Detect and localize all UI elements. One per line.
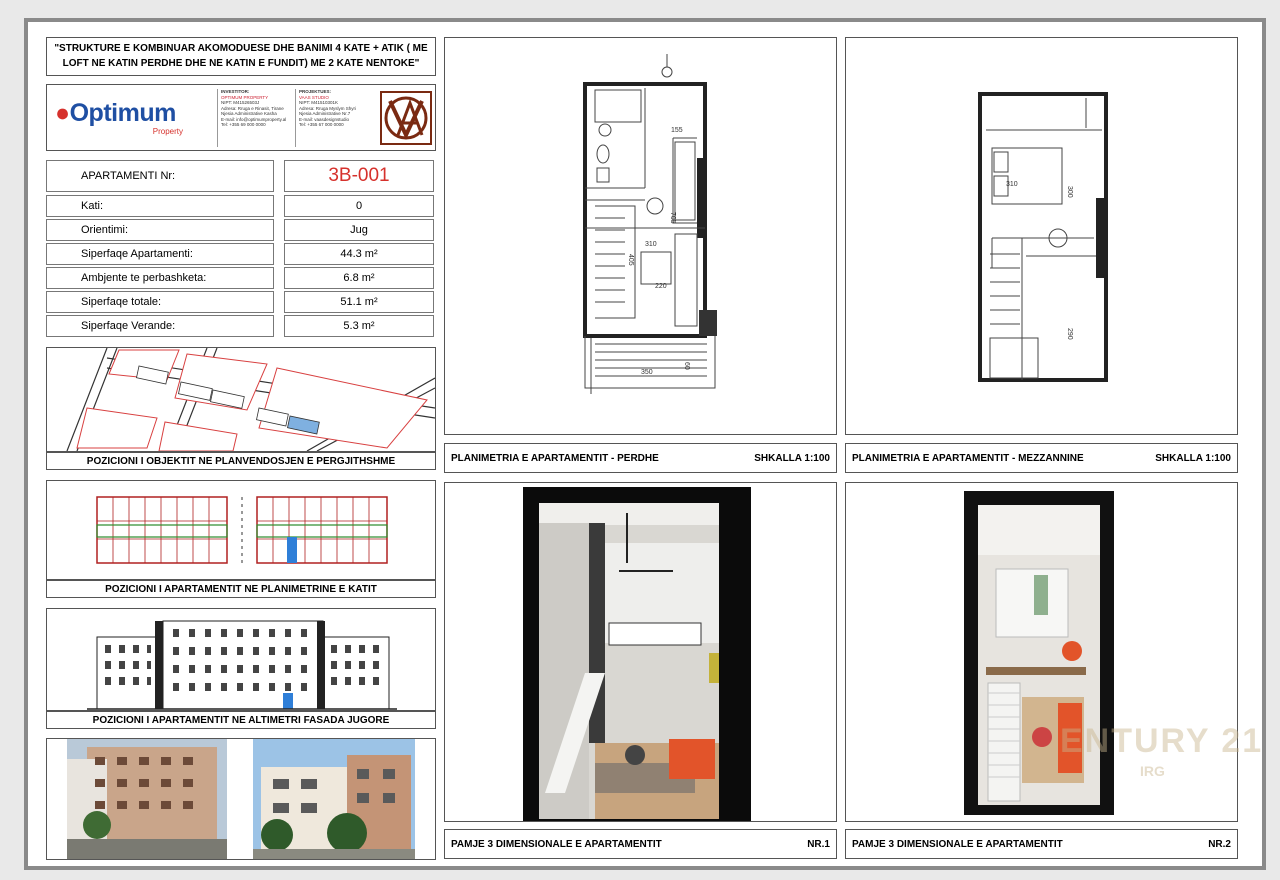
designer-line: VAAS STUDIO: [299, 94, 329, 100]
elevation-caption: POZICIONI I APARTAMENTIT NE ALTIMETRI FASADA JUGORE: [46, 711, 436, 729]
credits-box: [46, 84, 436, 151]
plan2-dim: 290: [1066, 328, 1073, 340]
optimum-logo: ●Optimum Property: [55, 99, 195, 136]
row-label: Kati:: [46, 195, 274, 217]
project-title-box: [46, 37, 436, 76]
investor-line: NIPT: M41526503J: [221, 100, 260, 105]
plan2-dim: 310: [1006, 181, 1018, 188]
view1-number: NR.1: [807, 838, 830, 850]
floorplan-ground: [444, 37, 837, 435]
investor-line: Njesia Administrative Kasha: [221, 111, 277, 116]
plan1-caption-bar: [444, 443, 837, 473]
apartment-table: [46, 160, 436, 340]
table-row: [46, 219, 436, 241]
table-row: [46, 243, 436, 265]
investor-heading: INVESTITOR:: [221, 89, 250, 94]
view2-caption-bar: [845, 829, 1238, 859]
apartment-number-row: [46, 160, 436, 192]
table-row: [46, 267, 436, 289]
row-value: 6.8 m²: [284, 267, 434, 289]
apartment-number-label: APARTAMENTI Nr:: [46, 160, 274, 192]
plan1-dim: 405: [627, 254, 634, 266]
exterior-photos: [46, 738, 436, 860]
investor-credits: [217, 89, 295, 147]
va-studio-logo: [380, 91, 432, 145]
view2-number: NR.2: [1208, 838, 1231, 850]
designer-line: Tel: +355 67 000 0000: [299, 122, 344, 127]
row-value: Jug: [284, 219, 434, 241]
row-label: Ambjente te perbashketa:: [46, 267, 274, 289]
elevation-image: [46, 608, 436, 711]
floor-position-caption: POZICIONI I APARTAMENTIT NE PLANIMETRINE E KATIT: [46, 580, 436, 598]
view1-caption: PAMJE 3 DIMENSIONALE E APARTAMENTIT: [451, 838, 662, 850]
apartment-number-value: 3B-001: [284, 160, 434, 192]
investor-line: Tel: +355 69 000 0000: [221, 122, 266, 127]
investor-line: E-mail: info@optimumproperty.al: [221, 116, 287, 122]
render-view-1: [444, 482, 837, 822]
designer-line: NIPT: M41510301K: [299, 100, 339, 105]
row-label: Siperfaqe Apartamenti:: [46, 243, 274, 265]
table-row: [46, 195, 436, 217]
logo-sub: Property: [152, 127, 183, 136]
logo-name: Optimum: [69, 99, 176, 127]
designer-credits: [295, 89, 377, 147]
row-label: Siperfaqe Verande:: [46, 315, 274, 337]
view1-caption-bar: [444, 829, 837, 859]
row-value: 0: [284, 195, 434, 217]
floorplan-mezzanine: [845, 37, 1238, 435]
plan1-dim: 155: [671, 127, 683, 134]
designer-line: E-mail: vaasdesignstudio: [299, 116, 350, 122]
watermark-sub: IRG: [1140, 763, 1165, 779]
plan1-dim: 60: [683, 362, 690, 370]
watermark-main: ENTURY 21: [1060, 722, 1264, 760]
row-value: 44.3 m²: [284, 243, 434, 265]
investor-line: OPTIMUM PROPERTY: [221, 94, 269, 100]
plan1-caption: PLANIMETRIA E APARTAMENTIT - PERDHE: [451, 452, 659, 464]
designer-heading: PROJEKTUES:: [299, 89, 332, 94]
plan1-scale: SHKALLA 1:100: [754, 452, 830, 464]
row-value: 51.1 m²: [284, 291, 434, 313]
row-value: 5.3 m²: [284, 315, 434, 337]
view2-caption: PAMJE 3 DIMENSIONALE E APARTAMENTIT: [852, 838, 1063, 850]
table-row: [46, 315, 436, 337]
row-label: Siperfaqe totale:: [46, 291, 274, 313]
designer-line: Adresa: Rruga Myslym Shyri: [299, 105, 357, 111]
floor-position-image: [46, 480, 436, 580]
plan2-caption-bar: [845, 443, 1238, 473]
row-label: Orientimi:: [46, 219, 274, 241]
plan1-dim: 310: [645, 241, 657, 248]
project-title: "STRUKTURE E KOMBINUAR AKOMODUESE DHE BANIMI 4 KATE + ATIK ( ME LOFT NE KATIN PERDHE DHE NE KATIN E FUNDIT) ME 2 KATE NENTOKE": [54, 43, 428, 69]
plan2-caption: PLANIMETRIA E APARTAMENTIT - MEZZANNINE: [852, 452, 1084, 464]
plan1-dim: 350: [641, 369, 653, 376]
plan1-dim: 705: [669, 212, 676, 224]
designer-line: Njesia Administrative Nr.7: [299, 111, 351, 116]
table-row: [46, 291, 436, 313]
site-plan-image: [46, 347, 436, 452]
plan2-scale: SHKALLA 1:100: [1155, 452, 1231, 464]
plan2-dim: 300: [1066, 186, 1073, 198]
site-plan-caption: POZICIONI I OBJEKTIT NE PLANVENDOSJEN E PERGJITHSHME: [46, 452, 436, 470]
render-view-2: [845, 482, 1238, 822]
plan1-dim: 220: [655, 283, 667, 290]
investor-line: Adresa: Rruga e Rinasit, Tirane: [221, 105, 284, 111]
